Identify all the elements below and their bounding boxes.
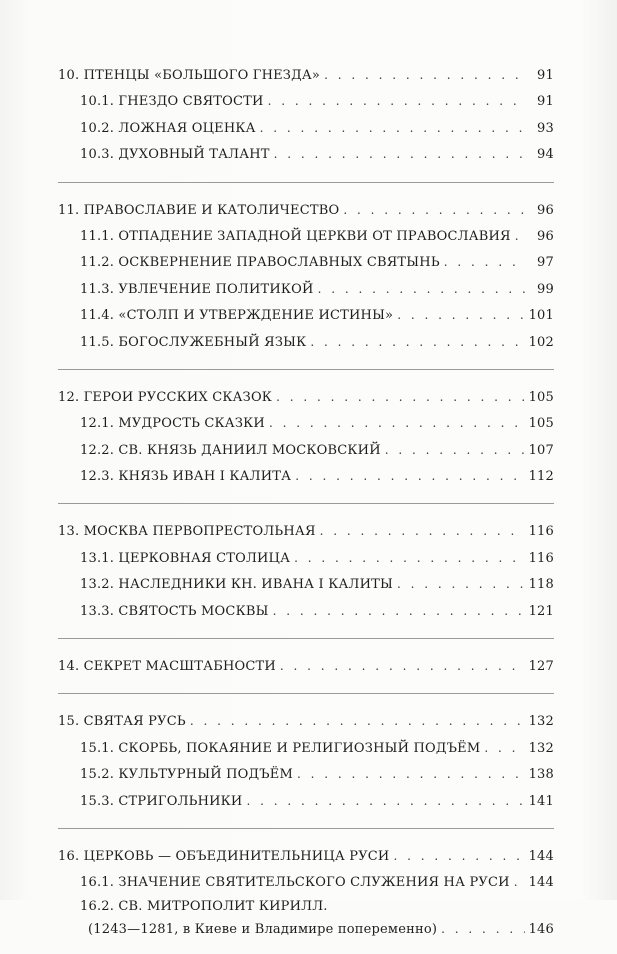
page-number: 105	[528, 389, 554, 405]
page-number: 93	[537, 120, 554, 136]
section-title: 15.2. КУЛЬТУРНЫЙ ПОДЪЁМ	[80, 767, 293, 783]
page-number: 96	[537, 202, 554, 218]
page-number: 146	[528, 921, 554, 937]
chapter-divider	[58, 182, 554, 183]
toc-section-entry	[58, 761, 554, 787]
page-number: 101	[528, 308, 554, 324]
dot-leader	[514, 869, 525, 895]
chapter-divider	[58, 369, 554, 370]
section-title: 13.2. НАСЛЕДНИКИ КН. ИВАНА I КАЛИТЫ	[80, 577, 393, 593]
chapter-divider	[58, 693, 554, 694]
toc-section-entry	[58, 276, 554, 302]
toc-section-entry	[58, 329, 554, 355]
toc-chapter	[58, 653, 554, 679]
toc-section-entry	[58, 735, 554, 761]
page-number: 112	[528, 469, 554, 485]
dot-leader	[484, 735, 524, 761]
dot-leader	[515, 223, 526, 249]
page-number: 118	[528, 577, 554, 593]
page-number: 91	[537, 68, 554, 83]
dot-leader	[260, 115, 526, 141]
dot-leader	[397, 571, 525, 597]
toc-section-entry	[58, 410, 554, 436]
toc-section-entry	[58, 598, 554, 624]
toc-section-entry	[58, 141, 554, 167]
page-number: 132	[528, 714, 554, 730]
page-number: 141	[528, 793, 554, 809]
dot-leader	[444, 249, 526, 275]
toc-section-entry	[58, 788, 554, 814]
toc-section-entry	[58, 88, 554, 114]
dot-leader	[276, 384, 525, 410]
toc-section-entry	[58, 249, 554, 275]
dot-leader	[268, 88, 526, 114]
dot-leader	[273, 598, 525, 624]
section-title: 10.1. ГНЕЗДО СВЯТОСТИ	[80, 94, 264, 110]
dot-leader	[280, 653, 525, 679]
chapter-title: 11. ПРАВОСЛАВИЕ И КАТОЛИЧЕСТВО	[58, 202, 340, 218]
dot-leader	[320, 518, 525, 544]
toc-chapter-entry	[58, 843, 554, 869]
chapter-title: 10. ПТЕНЦЫ «БОЛЬШОГО ГНЕЗДА»	[58, 68, 321, 83]
toc-chapter	[58, 197, 554, 355]
section-title: 15.3. СТРИГОЛЬНИКИ	[80, 793, 243, 809]
page-number: 138	[528, 767, 554, 783]
toc-section-entry	[58, 571, 554, 597]
page-number: 94	[537, 147, 554, 163]
toc-section-entry	[58, 115, 554, 141]
chapter-divider	[58, 503, 554, 504]
table-of-contents	[58, 62, 554, 954]
dot-leader	[274, 141, 526, 167]
dot-leader	[343, 197, 526, 223]
chapter-title: 16. ЦЕРКОВЬ — ОБЪЕДИНИТЕЛЬНИЦА РУСИ	[58, 848, 390, 864]
section-title: 16.1. ЗНАЧЕНИЕ СВЯТИТЕЛЬСКОГО СЛУЖЕНИЯ НА РУСИ	[80, 875, 510, 891]
section-title: 16.2. СВ. МИТРОПОЛИТ КИРИЛЛ.	[80, 898, 328, 914]
section-title: 15.1. СКОРБЬ, ПОКАЯНИЕ И РЕЛИГИОЗНЫЙ ПОДЪЁМ	[80, 740, 481, 756]
page-number: 144	[528, 875, 554, 891]
dot-leader	[294, 545, 524, 571]
page-number: 102	[528, 334, 554, 350]
dot-leader	[246, 788, 524, 814]
page-number: 127	[528, 659, 554, 675]
section-title: 13.1. ЦЕРКОВНАЯ СТОЛИЦА	[80, 550, 291, 566]
page-number: 105	[528, 416, 554, 432]
page-number: 144	[528, 848, 554, 864]
chapter-title: 15. СВЯТАЯ РУСЬ	[58, 714, 186, 730]
dot-leader	[393, 843, 524, 869]
page-number: 96	[537, 228, 554, 244]
dot-leader	[190, 708, 525, 734]
page-number: 99	[537, 281, 554, 297]
section-subtitle: (1243—1281, в Киеве и Владимире попеременно)	[88, 921, 438, 937]
toc-chapter-entry	[58, 197, 554, 223]
dot-leader	[310, 329, 524, 355]
toc-chapter-entry	[58, 62, 554, 88]
dot-leader	[324, 62, 526, 88]
dot-leader	[385, 437, 525, 463]
chapter-title: 13. МОСКВА ПЕРВОПРЕСТОЛЬНАЯ	[58, 524, 316, 540]
page-number: 116	[528, 550, 554, 566]
dot-leader	[297, 761, 525, 787]
page-number: 132	[528, 740, 554, 756]
toc-chapter-entry	[58, 708, 554, 734]
toc-chapter	[58, 384, 554, 490]
section-title: 12.2. СВ. КНЯЗЬ ДАНИИЛ МОСКОВСКИЙ	[80, 442, 381, 458]
toc-section-entry	[58, 896, 554, 918]
toc-chapter-entry	[58, 384, 554, 410]
chapter-divider	[58, 638, 554, 639]
dot-leader	[295, 463, 524, 489]
page-number: 116	[528, 524, 554, 540]
toc-section-entry	[58, 545, 554, 571]
toc-section-entry	[58, 463, 554, 489]
toc-chapter	[58, 708, 554, 814]
section-title: 10.3. ДУХОВНЫЙ ТАЛАНТ	[80, 147, 270, 163]
section-title: 12.1. МУДРОСТЬ СКАЗКИ	[80, 416, 265, 432]
section-title: 13.3. СВЯТОСТЬ МОСКВЫ	[80, 603, 269, 619]
dot-leader	[397, 302, 524, 328]
toc-section-entry	[58, 223, 554, 249]
chapter-divider	[58, 828, 554, 829]
toc-section-entry	[58, 869, 554, 895]
section-title: 12.3. КНЯЗЬ ИВАН I КАЛИТА	[80, 469, 292, 485]
section-title: 10.2. ЛОЖНАЯ ОЦЕНКА	[80, 120, 256, 136]
section-title: 11.4. «СТОЛП И УТВЕРЖДЕНИЕ ИСТИНЫ»	[80, 308, 394, 324]
dot-leader	[441, 918, 524, 940]
toc-section-entry	[58, 437, 554, 463]
chapter-title: 14. СЕКРЕТ МАСШТАБНОСТИ	[58, 659, 276, 675]
page-number: 97	[537, 255, 554, 271]
dot-leader	[318, 276, 526, 302]
page-number: 107	[528, 442, 554, 458]
page-number: 91	[537, 94, 554, 110]
section-title: 11.1. ОТПАДЕНИЕ ЗАПАДНОЙ ЦЕРКВИ ОТ ПРАВОСЛАВИЯ	[80, 228, 511, 244]
toc-chapter	[58, 843, 554, 940]
chapter-title: 12. ГЕРОИ РУССКИХ СКАЗОК	[58, 389, 273, 405]
toc-chapter-entry	[58, 518, 554, 544]
toc-chapter-entry	[58, 653, 554, 679]
section-title: 11.5. БОГОСЛУЖЕБНЫЙ ЯЗЫК	[80, 334, 307, 350]
section-title: 11.2. ОСКВЕРНЕНИЕ ПРАВОСЛАВНЫХ СВЯТЫНЬ	[80, 255, 440, 271]
dot-leader	[269, 410, 525, 436]
toc-chapter	[58, 518, 554, 624]
toc-section-entry	[58, 302, 554, 328]
section-title: 11.3. УВЛЕЧЕНИЕ ПОЛИТИКОЙ	[80, 281, 314, 297]
page-number: 121	[528, 603, 554, 619]
toc-chapter	[58, 62, 554, 168]
toc-section-continuation	[58, 918, 554, 940]
